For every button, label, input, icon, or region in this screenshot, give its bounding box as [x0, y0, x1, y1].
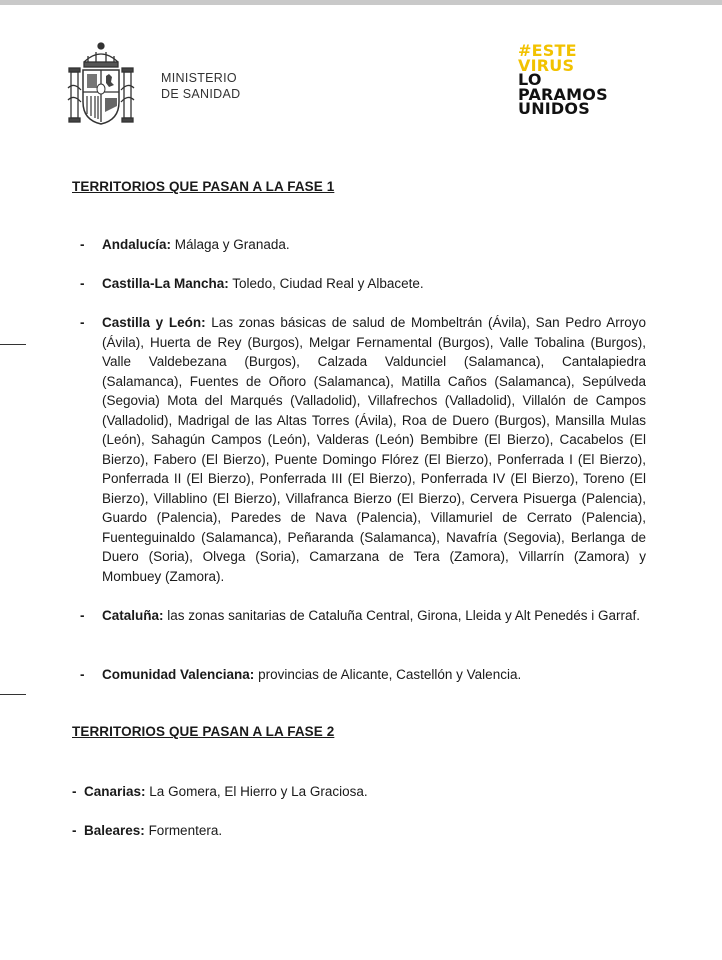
slogan-line-1: #ESTE [518, 41, 577, 60]
region-name: Castilla y León: [102, 315, 206, 330]
list-item-canarias [72, 782, 646, 802]
slogan-line-3: LO [518, 70, 542, 89]
bullet-dash: - [80, 237, 85, 252]
region-detail: La Gomera, El Hierro y La Graciosa. [149, 784, 368, 799]
list-item-cataluna [80, 606, 646, 626]
region-name: Castilla-La Mancha: [102, 276, 229, 291]
bullet-dash: - [72, 784, 77, 799]
region-detail: Málaga y Granada. [174, 237, 290, 252]
campaign-slogan [518, 41, 608, 118]
section-title-phase-1: TERRITORIOS QUE PASAN A LA FASE 1 [72, 179, 335, 194]
slogan-line-2: VIRUS [518, 55, 575, 75]
ministry-line-1: MINISTERIO [161, 71, 237, 85]
region-detail: las zonas sanitarias de Cataluña Central, Girona, Lleida y Alt Penedés i Garraf. [167, 608, 641, 623]
bullet-dash: - [80, 315, 85, 330]
list-item-castilla-y-leon [80, 313, 646, 586]
region-name: Baleares: [84, 823, 145, 838]
list-item-baleares [72, 821, 646, 841]
margin-mark [0, 344, 26, 345]
coat-of-arms-icon [66, 40, 136, 128]
ministry-line-2: DE SANIDAD [161, 87, 241, 101]
region-name: Cataluña: [102, 608, 164, 623]
bullet-dash: - [80, 276, 85, 291]
slogan-line-4: PARAMOS [518, 84, 608, 104]
bullet-dash: - [80, 608, 85, 623]
region-name: Canarias: [84, 784, 146, 799]
ministry-name [161, 70, 240, 102]
bullet-dash: - [72, 823, 77, 838]
slogan-line-5: UNIDOS [518, 99, 590, 118]
bullet-dash: - [80, 667, 85, 682]
region-detail: Formentera. [148, 823, 223, 838]
list-item-castilla-la-mancha [80, 274, 646, 294]
section-title-phase-2: TERRITORIOS QUE PASAN A LA FASE 2 [72, 724, 335, 739]
top-border [0, 0, 722, 5]
region-name: Andalucía: [102, 237, 172, 252]
list-item-andalucia [80, 235, 646, 255]
margin-mark [0, 694, 26, 695]
region-detail: Las zonas básicas de salud de Mombeltrán (Ávila), San Pedro Arroyo (Ávila), Huerta de Rey (Burgos), Melgar Fernamental (Burgos), Valle Tobalina (Burgos), Valle Valdebezana (Burgos), Calzada Valdunciel (Salamanca), Cantalapiedra (Salamanca), Fuentes de Oñoro (Salamanca), Matilla Caños (Salamanca), Sepúlveda (Segovia) Mota del Marqués (Valladolid), Villafrechos (Valladolid), Villalón de Campos (Valladolid), Madrigal de las Altas Torres (Ávila), Roa de Duero (Burgos), Mansilla Mulas (León), Sahagún Campos (León), Valderas (León) Bembibre (El Bierzo), Cacabelos (El Bierzo), Fabero (El Bierzo), Puente Domingo Flórez (El Bierzo), Ponferrada I (El Bierzo), Ponferrada II (El Bierzo), Ponferrada III (El Bierzo), Ponferrada IV (El Bierzo), Toreno (El Bierzo), Villablino (El Bierzo), Villafranca Bierzo (El Bierzo), Cervera Pisuerga (Palencia), Guardo (Palencia), Paredes de Nava (Palencia), Villamuriel de Cerrato (Palencia), Fuenteguinaldo (Salamanca), Peñaranda (Salamanca), Navafría (Segovia), Berlanga de Duero (Soria), Olvega (Soria), Camarzana de Tera (Zamora), Villarrín (Zamora) y Mombuey (Zamora). [102, 315, 646, 584]
region-name: Comunidad Valenciana: [102, 667, 255, 682]
region-detail: Toledo, Ciudad Real y Albacete. [232, 276, 424, 291]
region-detail: provincias de Alicante, Castellón y Valencia. [258, 667, 522, 682]
list-item-comunidad-valenciana [80, 665, 646, 685]
